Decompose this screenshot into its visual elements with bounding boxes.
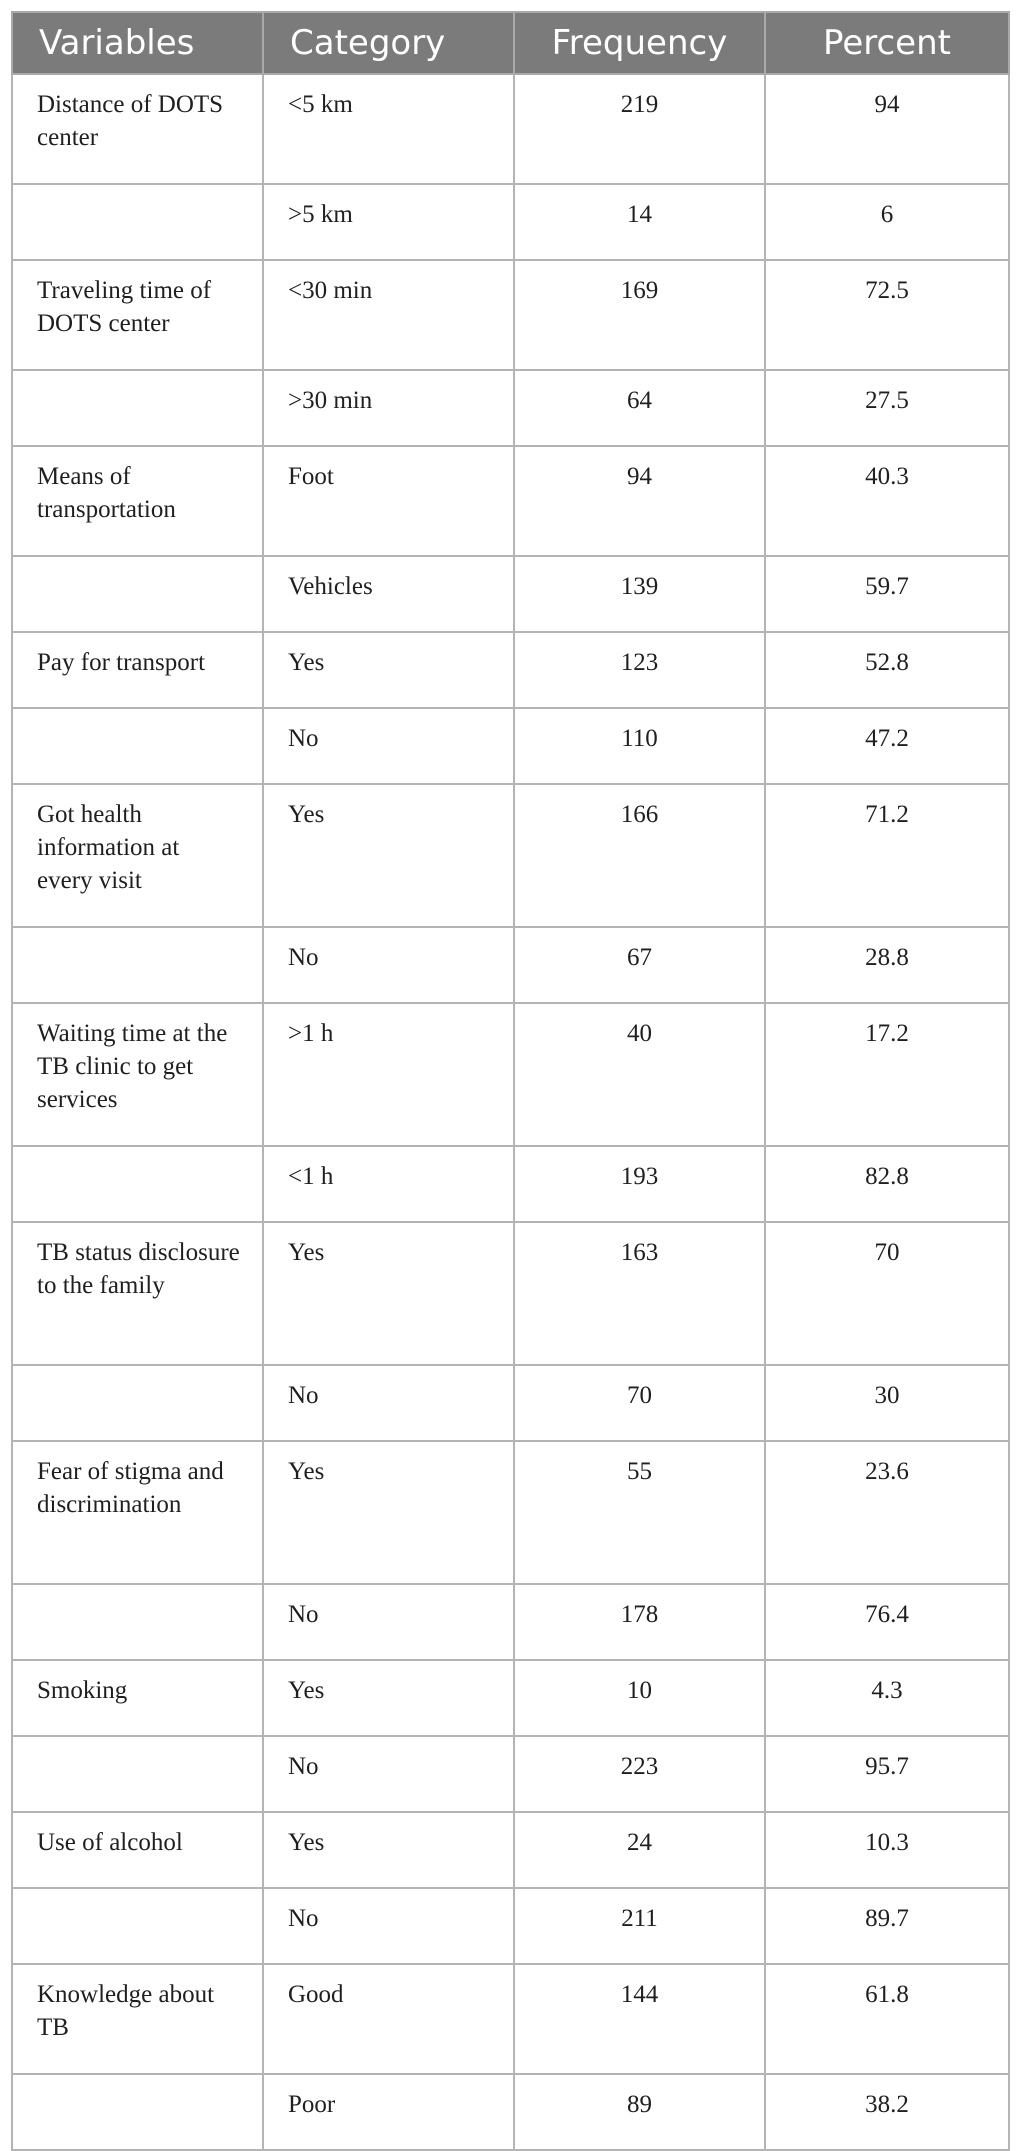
- cell-variable: Knowledge about TB: [12, 1964, 263, 2074]
- table-row: [12, 446, 1009, 556]
- cell-category: Yes: [263, 1812, 514, 1888]
- cell-variable: Use of alcohol: [12, 1812, 263, 1888]
- cell-variable: Got health information at every visit: [12, 784, 263, 927]
- cell-category: Yes: [263, 1222, 514, 1365]
- cell-variable: [12, 370, 263, 446]
- cell-variable: Pay for transport: [12, 632, 263, 708]
- cell-frequency: 94: [514, 446, 765, 556]
- cell-category: Yes: [263, 632, 514, 708]
- cell-category: No: [263, 708, 514, 784]
- cell-percent: 4.3: [765, 1660, 1009, 1736]
- cell-percent: 71.2: [765, 784, 1009, 927]
- cell-percent: 72.5: [765, 260, 1009, 370]
- cell-category: >1 h: [263, 1003, 514, 1146]
- cell-frequency: 64: [514, 370, 765, 446]
- cell-variable: Waiting time at the TB clinic to get services: [12, 1003, 263, 1146]
- cell-variable: [12, 927, 263, 1003]
- cell-category: <5 km: [263, 74, 514, 184]
- cell-frequency: 24: [514, 1812, 765, 1888]
- cell-percent: 6: [765, 184, 1009, 260]
- cell-percent: 94: [765, 74, 1009, 184]
- cell-frequency: 219: [514, 74, 765, 184]
- cell-variable: Fear of stigma and discrimination: [12, 1441, 263, 1584]
- cell-percent: 38.2: [765, 2074, 1009, 2150]
- cell-percent: 89.7: [765, 1888, 1009, 1964]
- table-row: [12, 632, 1009, 708]
- cell-frequency: 123: [514, 632, 765, 708]
- cell-category: No: [263, 927, 514, 1003]
- table-row: [12, 1003, 1009, 1146]
- cell-percent: 61.8: [765, 1964, 1009, 2074]
- cell-variable: Smoking: [12, 1660, 263, 1736]
- cell-category: >5 km: [263, 184, 514, 260]
- cell-percent: 28.8: [765, 927, 1009, 1003]
- cell-frequency: 89: [514, 2074, 765, 2150]
- cell-variable: [12, 1146, 263, 1222]
- cell-variable: [12, 556, 263, 632]
- cell-category: >30 min: [263, 370, 514, 446]
- table-body: [12, 74, 1009, 2150]
- cell-frequency: 110: [514, 708, 765, 784]
- cell-percent: 95.7: [765, 1736, 1009, 1812]
- cell-variable: [12, 1365, 263, 1441]
- cell-variable: [12, 708, 263, 784]
- table-row: [12, 1146, 1009, 1222]
- cell-frequency: 169: [514, 260, 765, 370]
- table-row: [12, 1964, 1009, 2074]
- cell-variable: Means of transportation: [12, 446, 263, 556]
- header-row: [12, 12, 1009, 74]
- table-row: [12, 1888, 1009, 1964]
- cell-variable: Traveling time of DOTS center: [12, 260, 263, 370]
- cell-frequency: 139: [514, 556, 765, 632]
- table-header: [12, 12, 1009, 74]
- cell-variable: [12, 2074, 263, 2150]
- cell-percent: 17.2: [765, 1003, 1009, 1146]
- cell-percent: 59.7: [765, 556, 1009, 632]
- cell-category: Foot: [263, 446, 514, 556]
- cell-category: Yes: [263, 1441, 514, 1584]
- table-row: [12, 260, 1009, 370]
- cell-frequency: 211: [514, 1888, 765, 1964]
- table-row: [12, 1584, 1009, 1660]
- header-variables: Variables: [12, 12, 263, 74]
- table-row: [12, 1222, 1009, 1365]
- cell-frequency: 223: [514, 1736, 765, 1812]
- cell-frequency: 67: [514, 927, 765, 1003]
- cell-percent: 70: [765, 1222, 1009, 1365]
- table-row: [12, 1441, 1009, 1584]
- table-row: [12, 74, 1009, 184]
- header-category: Category: [263, 12, 514, 74]
- table-row: [12, 784, 1009, 927]
- cell-percent: 52.8: [765, 632, 1009, 708]
- header-percent: Percent: [765, 12, 1009, 74]
- table-row: [12, 927, 1009, 1003]
- cell-category: No: [263, 1365, 514, 1441]
- header-frequency: Frequency: [514, 12, 765, 74]
- table-row: [12, 1660, 1009, 1736]
- cell-category: Poor: [263, 2074, 514, 2150]
- cell-frequency: 166: [514, 784, 765, 927]
- table-row: [12, 370, 1009, 446]
- cell-percent: 27.5: [765, 370, 1009, 446]
- cell-category: No: [263, 1888, 514, 1964]
- table-row: [12, 1365, 1009, 1441]
- cell-percent: 40.3: [765, 446, 1009, 556]
- table-row: [12, 2074, 1009, 2150]
- cell-category: Good: [263, 1964, 514, 2074]
- cell-category: Yes: [263, 1660, 514, 1736]
- table-row: [12, 708, 1009, 784]
- table-row: [12, 1812, 1009, 1888]
- cell-variable: Distance of DOTS center: [12, 74, 263, 184]
- cell-category: <30 min: [263, 260, 514, 370]
- cell-percent: 47.2: [765, 708, 1009, 784]
- cell-category: No: [263, 1736, 514, 1812]
- table-row: [12, 556, 1009, 632]
- cell-frequency: 40: [514, 1003, 765, 1146]
- cell-variable: [12, 1888, 263, 1964]
- cell-variable: [12, 1736, 263, 1812]
- data-table: [11, 11, 1010, 2151]
- table-row: [12, 184, 1009, 260]
- cell-frequency: 14: [514, 184, 765, 260]
- cell-category: No: [263, 1584, 514, 1660]
- cell-percent: 82.8: [765, 1146, 1009, 1222]
- cell-percent: 10.3: [765, 1812, 1009, 1888]
- cell-frequency: 55: [514, 1441, 765, 1584]
- cell-frequency: 144: [514, 1964, 765, 2074]
- table-row: [12, 1736, 1009, 1812]
- cell-category: Vehicles: [263, 556, 514, 632]
- cell-frequency: 193: [514, 1146, 765, 1222]
- cell-variable: TB status disclosure to the family: [12, 1222, 263, 1365]
- cell-frequency: 163: [514, 1222, 765, 1365]
- cell-percent: 23.6: [765, 1441, 1009, 1584]
- cell-percent: 30: [765, 1365, 1009, 1441]
- cell-frequency: 10: [514, 1660, 765, 1736]
- cell-percent: 76.4: [765, 1584, 1009, 1660]
- cell-variable: [12, 184, 263, 260]
- cell-category: <1 h: [263, 1146, 514, 1222]
- cell-variable: [12, 1584, 263, 1660]
- cell-frequency: 178: [514, 1584, 765, 1660]
- cell-category: Yes: [263, 784, 514, 927]
- cell-frequency: 70: [514, 1365, 765, 1441]
